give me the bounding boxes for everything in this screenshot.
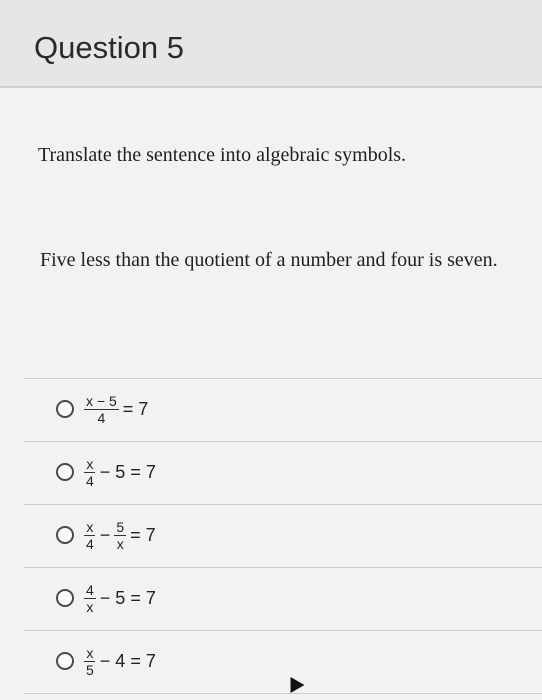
fraction-denominator: 4 <box>97 409 106 426</box>
answer-option-1[interactable] <box>24 378 542 441</box>
fraction-numerator: 4 <box>86 581 94 598</box>
fraction-numerator: 5 <box>116 518 125 535</box>
answer-option-4[interactable] <box>24 567 542 630</box>
radio-button-icon[interactable] <box>56 463 74 481</box>
expression-operator: − <box>99 524 111 545</box>
fraction <box>84 582 96 615</box>
radio-button-icon[interactable] <box>56 526 74 544</box>
radio-button-icon[interactable] <box>56 589 74 607</box>
fraction-denominator: 5 <box>86 661 94 678</box>
radio-button-icon[interactable] <box>56 400 74 418</box>
answer-option-2[interactable] <box>24 441 542 504</box>
answer-option-5[interactable] <box>24 630 542 694</box>
expression-tail: = 7 <box>122 398 149 419</box>
question-header <box>0 0 542 88</box>
option-expression <box>84 578 156 618</box>
option-expression <box>84 452 156 492</box>
question-instruction: Translate the sentence into algebraic symbols. <box>38 144 407 166</box>
fraction-denominator: 4 <box>86 535 94 552</box>
answer-option-3[interactable] <box>24 504 542 567</box>
expression-tail: = 7 <box>130 524 156 545</box>
question-prompt: Five less than the quotient of a number and four is seven. <box>40 249 498 271</box>
fraction-numerator: x <box>86 518 94 535</box>
option-expression <box>84 389 148 429</box>
answer-options <box>24 378 542 694</box>
option-expression <box>84 641 156 681</box>
expression-tail: − 5 = 7 <box>99 461 156 482</box>
option-expression <box>84 515 156 555</box>
expression-tail: − 4 = 7 <box>99 650 156 671</box>
fraction <box>114 519 126 552</box>
fraction-numerator: x <box>86 455 94 472</box>
radio-button-icon[interactable] <box>56 652 74 670</box>
fraction <box>84 456 96 489</box>
question-title: Question 5 <box>34 30 184 65</box>
fraction-denominator: x <box>86 598 94 615</box>
fraction <box>84 519 96 552</box>
expression-tail: − 5 = 7 <box>99 587 156 608</box>
fraction <box>84 645 96 678</box>
fraction <box>84 393 119 426</box>
fraction-numerator: x <box>86 644 94 661</box>
fraction-numerator: x − 5 <box>86 392 117 409</box>
fraction-denominator: x <box>116 535 124 552</box>
fraction-denominator: 4 <box>86 472 94 489</box>
